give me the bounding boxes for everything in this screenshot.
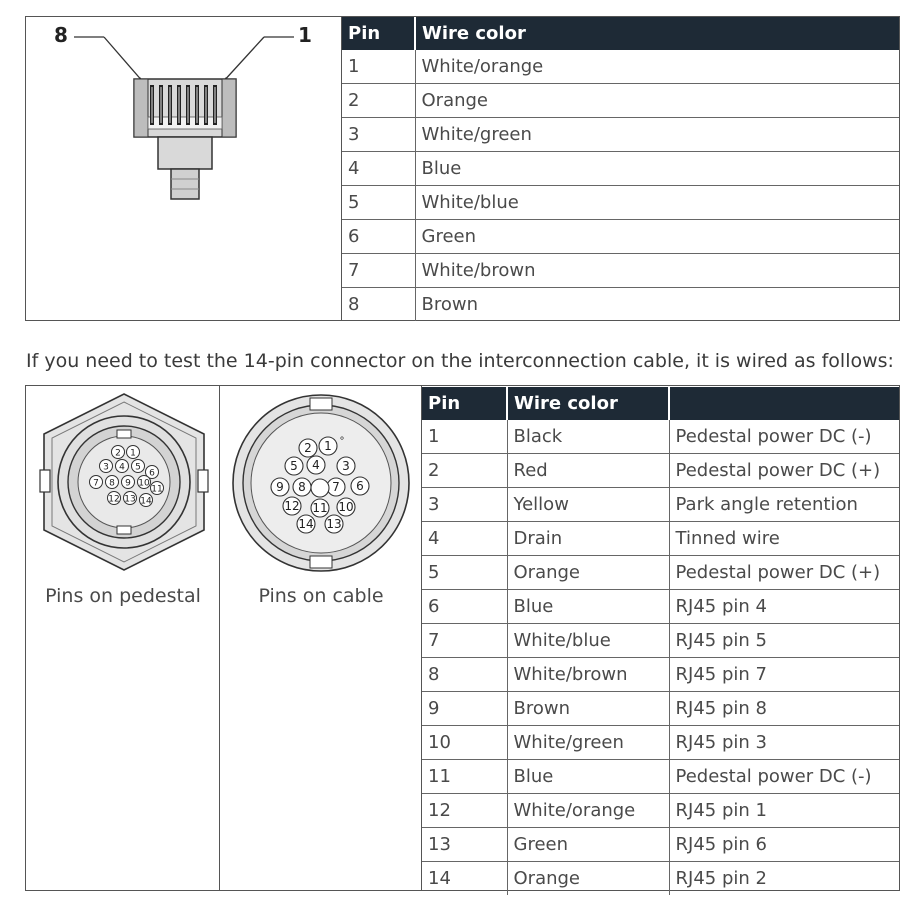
function-cell: RJ45 pin 5 [669,624,899,658]
color-cell: Brown [507,692,669,726]
pin-cell: 2 [342,84,415,118]
pedestal-pin-label: 2 [115,448,121,459]
pin-cell: 9 [422,692,507,726]
table-row [422,794,899,828]
color-cell: Blue [507,590,669,624]
table-row [422,556,899,590]
cable-connector-icon [228,390,414,576]
table-row [422,658,899,692]
pin-cell: 11 [422,760,507,794]
intro-paragraph: If you need to test the 14-pin connector on the interconnection cable, it is wired as follows: [26,350,894,372]
pedestal-caption: Pins on pedestal [45,585,201,607]
pin-cell: 7 [422,624,507,658]
callout-pin-8: 8 [54,23,68,47]
pin-cell: 6 [422,590,507,624]
pin-cell: 3 [342,118,415,152]
divider-pedestal-cable [219,386,220,890]
function-cell: RJ45 pin 7 [669,658,899,692]
pedestal-connector [34,390,214,575]
color-cell: White/orange [507,794,669,828]
color-cell: White/green [507,726,669,760]
color-cell: Red [507,454,669,488]
color-cell: Orange [415,84,899,118]
table-row [342,254,899,288]
pedestal-pin-label: 5 [135,462,141,473]
cable-pin-label: 2 [304,441,312,455]
color-cell: Blue [415,152,899,186]
color-cell: Green [507,828,669,862]
cable-pin-label: 12 [284,499,300,513]
pin-cell: 10 [422,726,507,760]
cable-pin-label: 7 [332,480,340,494]
rj45-pinout-table [342,17,899,321]
function-cell: Pedestal power DC (-) [669,760,899,794]
function-cell: Pedestal power DC (+) [669,454,899,488]
color-cell: White/blue [415,186,899,220]
color-cell: Drain [507,522,669,556]
cable-caption: Pins on cable [258,585,384,607]
table-row [422,488,899,522]
color-cell: Blue [507,760,669,794]
pedestal-pin-label: 13 [124,494,136,505]
color-cell: White/blue [507,624,669,658]
function-cell: Pedestal power DC (+) [669,556,899,590]
function-cell: RJ45 pin 1 [669,794,899,828]
cable-pin-label: 6 [356,479,364,493]
cable-pin-label: 13 [326,517,342,531]
table-row [342,288,899,322]
color-cell: Brown [421,294,478,315]
table-row [422,522,899,556]
table-row [342,50,899,84]
table-row [422,624,899,658]
pin-cell: 13 [422,828,507,862]
pin-cell: 7 [342,254,415,288]
pedestal-pin-label: 7 [93,478,99,489]
function-cell: RJ45 pin 3 [669,726,899,760]
color-cell: Green [415,220,899,254]
color-cell: Black [507,420,669,454]
function-cell: Park angle retention [669,488,899,522]
table-row [342,152,899,186]
pin-cell: 8 [342,288,415,322]
cable-pin-label: 4 [312,458,320,472]
pin-cell: 1 [422,420,507,454]
cable-connector [228,390,414,576]
function-cell: RJ45 pin 6 [669,828,899,862]
pedestal-pin-label: 4 [119,462,125,473]
pedestal-pin-label: 11 [151,484,163,495]
table-row [422,726,899,760]
pin-cell: 3 [422,488,507,522]
function-cell: Pedestal power DC (-) [669,420,899,454]
cable-pin-label: 3 [342,459,350,473]
pedestal-pin-label: 3 [103,462,109,473]
color-cell: White/brown [415,254,899,288]
pedestal-pin-label: 1 [130,448,136,459]
header-pin: Pin [342,17,415,50]
pedestal-pin-label: 6 [149,468,155,479]
table-row [422,454,899,488]
header-pin: Pin [422,387,507,420]
table-row [422,760,899,794]
rj45-illustration [26,17,342,320]
color-cell: White/brown [507,658,669,692]
function-cell: RJ45 pin 8 [669,692,899,726]
cable-pin-label: 5 [290,459,298,473]
color-cell: Orange [507,862,669,896]
cable-pin-label: 8 [298,480,306,494]
color-cell: Yellow [507,488,669,522]
table-row [342,220,899,254]
pin-cell: 6 [342,220,415,254]
table-row [422,692,899,726]
callout-pin-1: 1 [298,23,312,47]
color-cell: White/orange [415,50,899,84]
function-cell: RJ45 pin 2 [675,868,767,889]
color-cell: Orange [507,556,669,590]
table-row [342,186,899,220]
header-wire-color: Wire color [415,17,899,50]
cable-pin-label: 11 [312,501,328,515]
table-row [422,862,899,896]
table-row [342,84,899,118]
header-function [669,387,899,420]
table-row [422,420,899,454]
pedestal-connector-icon [34,390,214,575]
pin-cell: 1 [342,50,415,84]
pin-cell: 4 [342,152,415,186]
pedestal-pin-label: 9 [125,478,131,489]
table-header-row [422,387,899,420]
table-row [422,590,899,624]
pedestal-pin-label: 14 [140,496,152,507]
table-header-row [342,17,899,50]
pin-cell: 14 [422,862,507,896]
pedestal-pin-label: 10 [138,478,150,489]
table-row [422,828,899,862]
pin-cell: 2 [422,454,507,488]
color-cell: White/green [415,118,899,152]
pedestal-pin-label: 12 [108,494,120,505]
pin-cell: 5 [422,556,507,590]
header-wire-color: Wire color [507,387,669,420]
function-cell: Tinned wire [669,522,899,556]
pin-cell: 4 [422,522,507,556]
function-cell: RJ45 pin 4 [669,590,899,624]
pin-cell: 5 [342,186,415,220]
cable-pin-label: 14 [298,517,314,531]
pin14-wiring-table [422,387,899,895]
pedestal-pin-label: 8 [109,478,115,489]
pin-cell: 8 [422,658,507,692]
cable-pin-label: 1 [324,439,332,453]
cable-pin-marker: ° [339,436,345,447]
pin-cell: 12 [422,794,507,828]
rj45-plug-icon [26,17,342,320]
cable-pin-label: 10 [338,500,354,514]
cable-pin-label: 9 [276,480,284,494]
table-row [342,118,899,152]
